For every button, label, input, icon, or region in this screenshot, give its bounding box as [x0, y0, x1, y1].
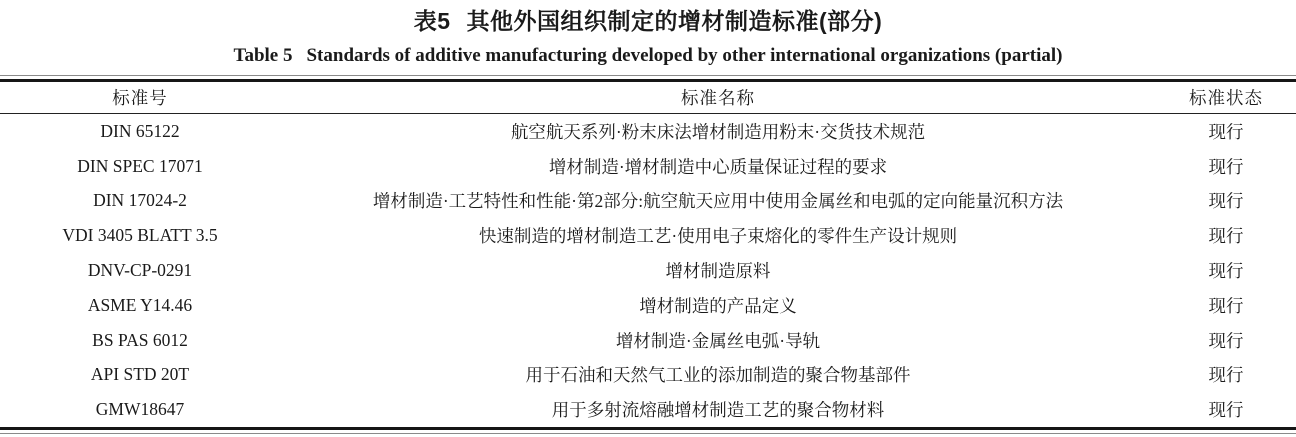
standard-number-cell: DNV-CP-0291	[87, 260, 193, 281]
standard-name-cell: 增材制造的产品定义	[639, 295, 797, 316]
table-top-rule	[0, 75, 1296, 82]
standard-name-cell: 用于多射流熔融增材制造工艺的聚合物材料	[551, 400, 885, 421]
table-row	[0, 253, 1296, 288]
standard-status-cell: 现行	[1208, 365, 1244, 386]
standard-number-cell: DIN SPEC 17071	[77, 155, 203, 176]
standard-name-cell: 快速制造的增材制造工艺·使用电子束熔化的零件生产设计规则	[478, 226, 958, 247]
standard-name-cell: 增材制造原料	[665, 261, 771, 282]
standard-number-cell: VDI 3405 BLATT 3.5	[62, 225, 218, 246]
table-row	[0, 288, 1296, 323]
standard-status-cell: 现行	[1208, 226, 1244, 247]
column-header-standard-status: 标准状态	[1156, 82, 1296, 114]
table-caption-english	[0, 44, 1296, 68]
standard-name-cell: 增材制造·增材制造中心质量保证过程的要求	[548, 156, 888, 177]
standard-number-cell: GMW18647	[95, 399, 185, 420]
caption-label-english: Table 5	[233, 45, 293, 66]
table-row	[0, 392, 1296, 427]
standard-number-cell: ASME Y14.46	[87, 294, 193, 315]
standard-status-cell: 现行	[1208, 330, 1244, 351]
standard-status-cell: 现行	[1208, 261, 1244, 282]
standard-name-cell: 航空航天系列·粉末床法增材制造用粉末·交货技术规范	[510, 121, 926, 142]
table-header-row	[0, 82, 1296, 114]
column-header-standard-number: 标准号	[0, 82, 280, 114]
table-row	[0, 358, 1296, 393]
table-row	[0, 114, 1296, 149]
caption-text-chinese: 其他外国组织制定的增材制造标准(部分)	[466, 8, 883, 34]
standard-number-cell: API STD 20T	[90, 364, 190, 385]
table-row	[0, 184, 1296, 219]
standard-status-cell: 现行	[1208, 121, 1244, 142]
caption-text-english: Standards of additive manufacturing developed by other international organizations (partial)	[306, 45, 1063, 66]
standard-name-cell: 增材制造·工艺特性和性能·第2部分:航空航天应用中使用金属丝和电弧的定向能量沉积方法	[372, 191, 1064, 212]
standard-name-cell: 增材制造·金属丝电弧·导轨	[615, 330, 821, 351]
standard-status-cell: 现行	[1208, 191, 1244, 212]
standards-table	[0, 82, 1296, 427]
table-row	[0, 149, 1296, 184]
standard-status-cell: 现行	[1208, 400, 1244, 421]
caption-label-chinese: 表5	[413, 8, 451, 34]
standard-status-cell: 现行	[1208, 156, 1244, 177]
standard-name-cell: 用于石油和天然气工业的添加制造的聚合物基部件	[525, 365, 911, 386]
standard-number-cell: BS PAS 6012	[92, 329, 188, 350]
table-caption-chinese	[0, 7, 1296, 35]
standard-number-cell: DIN 65122	[100, 120, 180, 141]
table-body	[0, 114, 1296, 428]
table-row	[0, 323, 1296, 358]
column-header-standard-name: 标准名称	[280, 82, 1156, 114]
standard-number-cell: DIN 17024-2	[93, 190, 187, 211]
table-bottom-rule	[0, 427, 1296, 434]
standard-status-cell: 现行	[1208, 295, 1244, 316]
table-row	[0, 218, 1296, 253]
